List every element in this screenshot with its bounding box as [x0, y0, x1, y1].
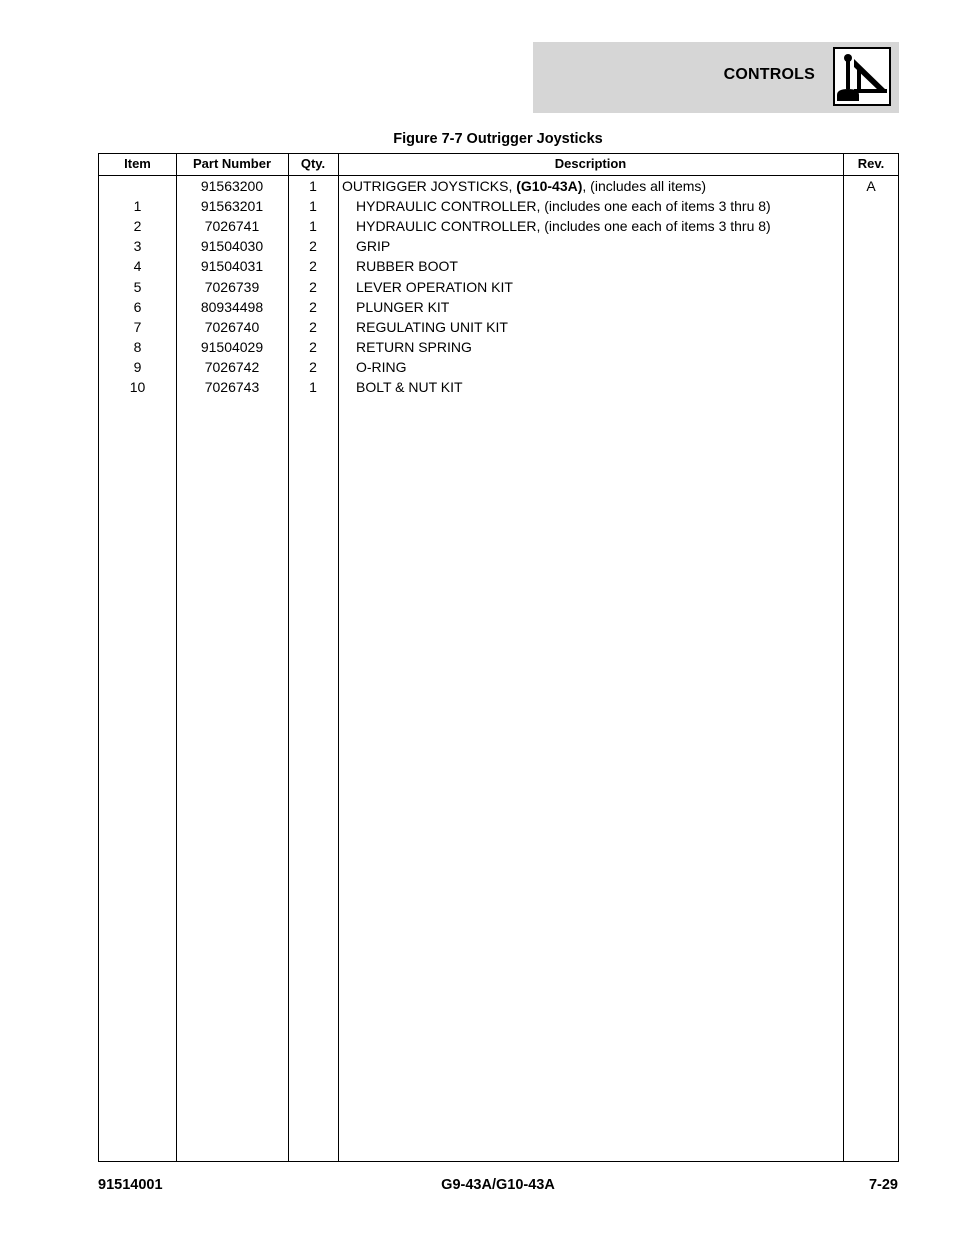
quantity: 2: [309, 278, 317, 295]
description-text: RETURN SPRING: [356, 338, 472, 355]
column-header-part-number: Part Number: [192, 156, 272, 171]
description: [356, 196, 856, 216]
description: [356, 337, 856, 357]
table-row: [99, 317, 898, 337]
item-number: 1: [133, 198, 142, 215]
quantity: 2: [309, 358, 317, 375]
part-number: 91563201: [200, 198, 264, 215]
part-number: 7026740: [204, 318, 260, 335]
description: [342, 176, 842, 196]
quantity: 1: [309, 198, 317, 215]
description: [356, 297, 856, 317]
parts-table: [98, 153, 899, 1162]
quantity: 2: [309, 238, 317, 255]
description: [356, 236, 856, 256]
item-number: 7: [133, 318, 142, 335]
item-number: 9: [133, 358, 142, 375]
part-number: 80934498: [200, 298, 264, 315]
description: [356, 317, 856, 337]
item-number: 5: [133, 278, 142, 295]
revision: A: [866, 178, 876, 194]
quantity: 1: [309, 178, 317, 194]
part-number: 7026743: [204, 379, 260, 395]
description-text: O-RING: [356, 358, 407, 375]
quantity: 1: [309, 218, 317, 235]
description: [356, 216, 856, 236]
table-row: [99, 216, 898, 236]
item-number: 10: [129, 379, 146, 395]
table-row: [99, 256, 898, 276]
item-number: 2: [133, 218, 142, 235]
table-row: [99, 196, 898, 216]
description-text: REGULATING UNIT KIT: [356, 318, 508, 335]
quantity: 2: [309, 318, 317, 335]
page-number: 7-29: [868, 1177, 898, 1193]
table-row: [99, 277, 898, 297]
part-number: 91563200: [200, 178, 264, 194]
item-number: 4: [133, 258, 142, 275]
table-row: [99, 377, 898, 397]
column-header-item: Item: [124, 156, 151, 171]
column-header-qty: Qty.: [300, 156, 326, 171]
part-number: 7026742: [204, 358, 260, 375]
section-header: [533, 42, 899, 113]
figure-title: Figure 7-7 Outrigger Joysticks: [393, 131, 603, 147]
column-header-rev: Rev.: [857, 156, 885, 171]
quantity: 2: [309, 258, 317, 275]
description-text: HYDRAULIC CONTROLLER, (includes one each of items 3 thru 8): [356, 218, 771, 235]
description-text: OUTRIGGER JOYSTICKS,: [342, 178, 517, 194]
part-number: 91504030: [200, 238, 264, 255]
section-title: CONTROLS: [723, 66, 815, 83]
joystick-control-icon: [833, 47, 891, 106]
description: [356, 277, 856, 297]
description-text: HYDRAULIC CONTROLLER, (includes one each of items 3 thru 8): [356, 198, 771, 215]
table-row: [99, 176, 898, 196]
part-number: 91504029: [200, 338, 264, 355]
table-row: [99, 337, 898, 357]
description-text: GRIP: [356, 238, 391, 255]
part-number: 91504031: [200, 258, 264, 275]
description-suffix: , (includes all items): [582, 178, 707, 194]
quantity: 2: [309, 338, 317, 355]
quantity: 1: [309, 379, 317, 395]
column-header-description: Description: [554, 156, 627, 171]
description-text: RUBBER BOOT: [356, 258, 458, 275]
item-number: 3: [133, 238, 142, 255]
model-number: G9-43A/G10-43A: [441, 1177, 555, 1193]
document-number: 91514001: [98, 1177, 163, 1193]
description-model-code: (G10-43A): [516, 178, 583, 194]
part-number: 7026739: [204, 278, 260, 295]
description: [356, 256, 856, 276]
part-number: 7026741: [204, 218, 260, 235]
item-number: 8: [133, 338, 142, 355]
item-number: 6: [133, 298, 142, 315]
table-row: [99, 357, 898, 377]
table-row: [99, 297, 898, 317]
description-text: PLUNGER KIT: [356, 298, 450, 315]
table-row: [99, 236, 898, 256]
description-text: BOLT & NUT KIT: [356, 379, 463, 395]
description: [356, 377, 856, 397]
quantity: 2: [309, 298, 317, 315]
description: [356, 357, 856, 377]
description-text: LEVER OPERATION KIT: [356, 278, 513, 295]
